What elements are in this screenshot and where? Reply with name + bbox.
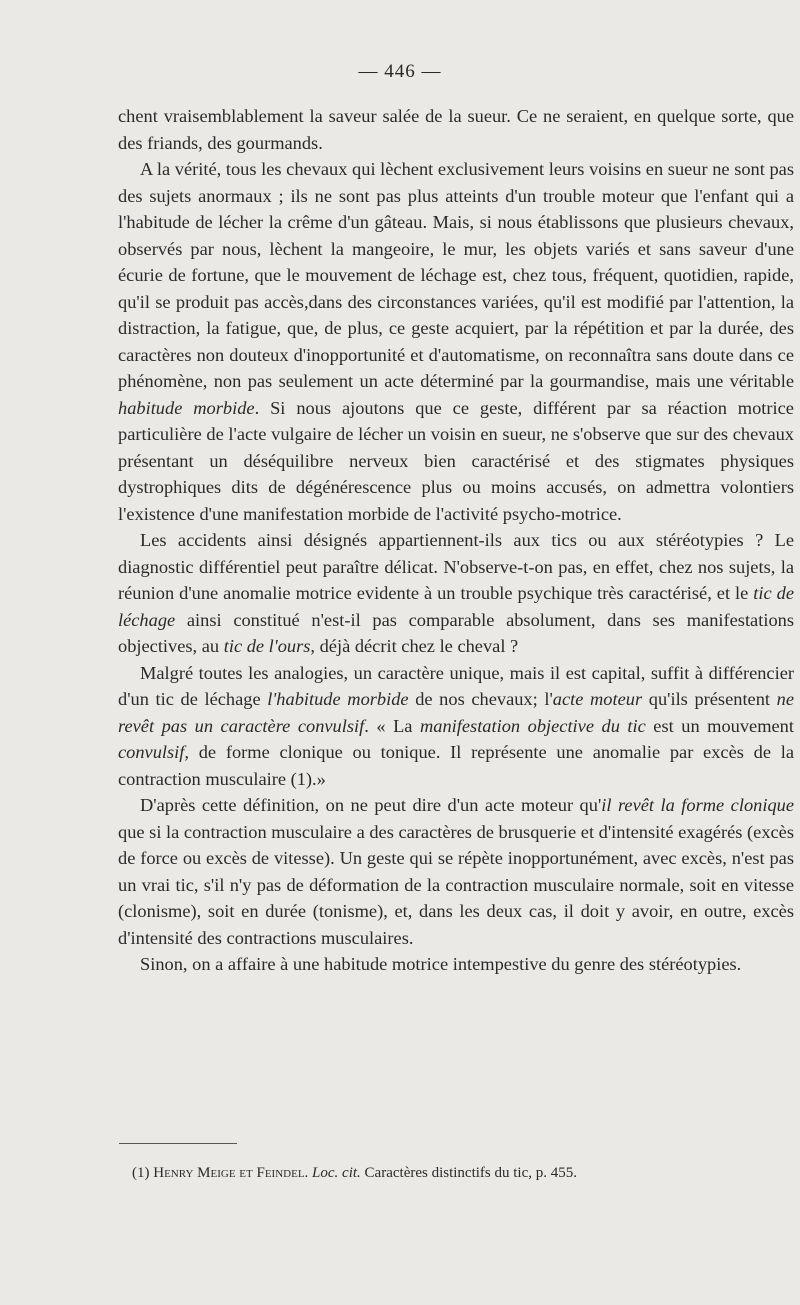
italic-text: manifestation objective du tic [419, 715, 646, 736]
paragraph [118, 103, 794, 156]
paragraph [118, 156, 794, 527]
text-run: . « La [364, 715, 420, 736]
italic-text: habitude morbide [118, 397, 255, 418]
text-run: Malgré toutes les analogies, un caractère unique, mais il est capital, suffit à différencier d'un tic de léchage [118, 662, 794, 709]
text-run: A la vérité, tous les chevaux qui lèchent exclusivement leurs voisins en sueur ne sont pas des sujets anormaux ; ils ne sont pas plus atteints d'un trouble moteur que l'enfant qui a l'habitude de lécher la crême d'un gâteau. Mais, si nous établissons que plusieurs chevaux, observés par nous, lèchent la mangeoire, le mur, les objets variés et sans saveur d'une écurie de fortune, que le mouvement de léchage est, chez tous, fréquent, quotidien, rapide, qu'il se produit pas accès,dans des circonstances variées, qu'il est modifié par l'attention, la distraction, la fatigue, que, de plus, ce geste acquiert, par la répétition et par la durée, des caractères non douteux d'inopportunité et d'automatisme, on reconnaîtra sans doute dans ce phénomène, non pas seulement un acte déterminé par la gourmandise, mais une véritable [118, 159, 794, 391]
footnote-marker: (1) [132, 1165, 150, 1181]
text-run: . Si nous ajoutons que ce geste, différent par sa réaction motrice particulière de l'acte vulgaire de lécher un voisin en sueur, ne s'observe que sur des chevaux présentant un déséquilibre nerveux bien caractérisé et des stigmates physiques dystrophiques dits de dégénérescence plus ou moins accusés, on admettra volontiers l'existence d'une manifestation morbide de l'activité psycho-motrice. [118, 397, 794, 524]
text-run: de nos chevaux; l' [408, 689, 553, 709]
footnote-text: Caractères distinctifs du tic, p. 455. [364, 1165, 577, 1181]
footnote-loc: Loc. cit. [312, 1165, 361, 1181]
paragraph [118, 951, 794, 978]
text-run: de forme clonique ou tonique. Il représente une anomalie par excès de la contraction musculaire (1).» [118, 742, 794, 789]
footnote-rule [119, 1143, 237, 1144]
page-number: — 446 — [358, 61, 442, 82]
italic-text: il revêt la forme clonique [601, 795, 794, 815]
text-run: D'après cette définition, on ne peut dire d'un acte moteur qu' [140, 795, 602, 815]
footnote-authors: Henry Meige et Feindel. [153, 1165, 309, 1181]
italic-text: l'habitude morbide [267, 689, 409, 709]
text-run: ainsi constitué n'est-il pas comparable absolument, dans ses manifestations objectives, au [118, 609, 794, 656]
paragraph [118, 792, 794, 951]
body-text [118, 103, 794, 978]
text-run: chent vraisemblablement la saveur salée de la sueur. Ce ne seraient, en quelque sorte, que des friands, des gourmands. [118, 106, 794, 153]
italic-text: tic de l'ours, [223, 636, 315, 656]
text-run: déjà décrit chez le cheval ? [315, 636, 519, 656]
paragraph [118, 527, 794, 660]
footnote [132, 1163, 794, 1183]
text-run: Les accidents ainsi désignés appartiennent-ils aux tics ou aux stéréotypies ? Le diagnostic différentiel peut paraître délicat. N'observe-t-on pas, en effet, chez nos sujets, la réunion d'une anomalie motrice evidente à un trouble psychique très caractérisé, et le [118, 530, 794, 603]
italic-text: ne revêt pas un caractère convulsif [118, 689, 795, 736]
text-run: Sinon, on a affaire à une habitude motrice intempestive du genre des stéréotypies. [140, 954, 742, 974]
text-run: qu'ils présentent [642, 689, 777, 709]
text-run: est un mouvement [645, 715, 794, 736]
italic-text: convulsif, [118, 742, 189, 762]
italic-text: tic de léchage [118, 583, 794, 630]
text-run: que si la contraction musculaire a des caractères de brusquerie et d'intensité exagérés (excès de force ou excès de vitesse). Un geste qui se répète inopportunément, avec excès, n'est pas un vrai tic, s'il n'y pas de déformation de la contraction musculaire normale, soit en vitesse (clonisme), soit en durée (tonisme), et, dans les deux cas, il doit y avoir, en outre, excès d'intensité des contractions musculaires. [118, 821, 794, 948]
paragraph [118, 660, 794, 793]
italic-text: acte moteur [552, 689, 643, 709]
